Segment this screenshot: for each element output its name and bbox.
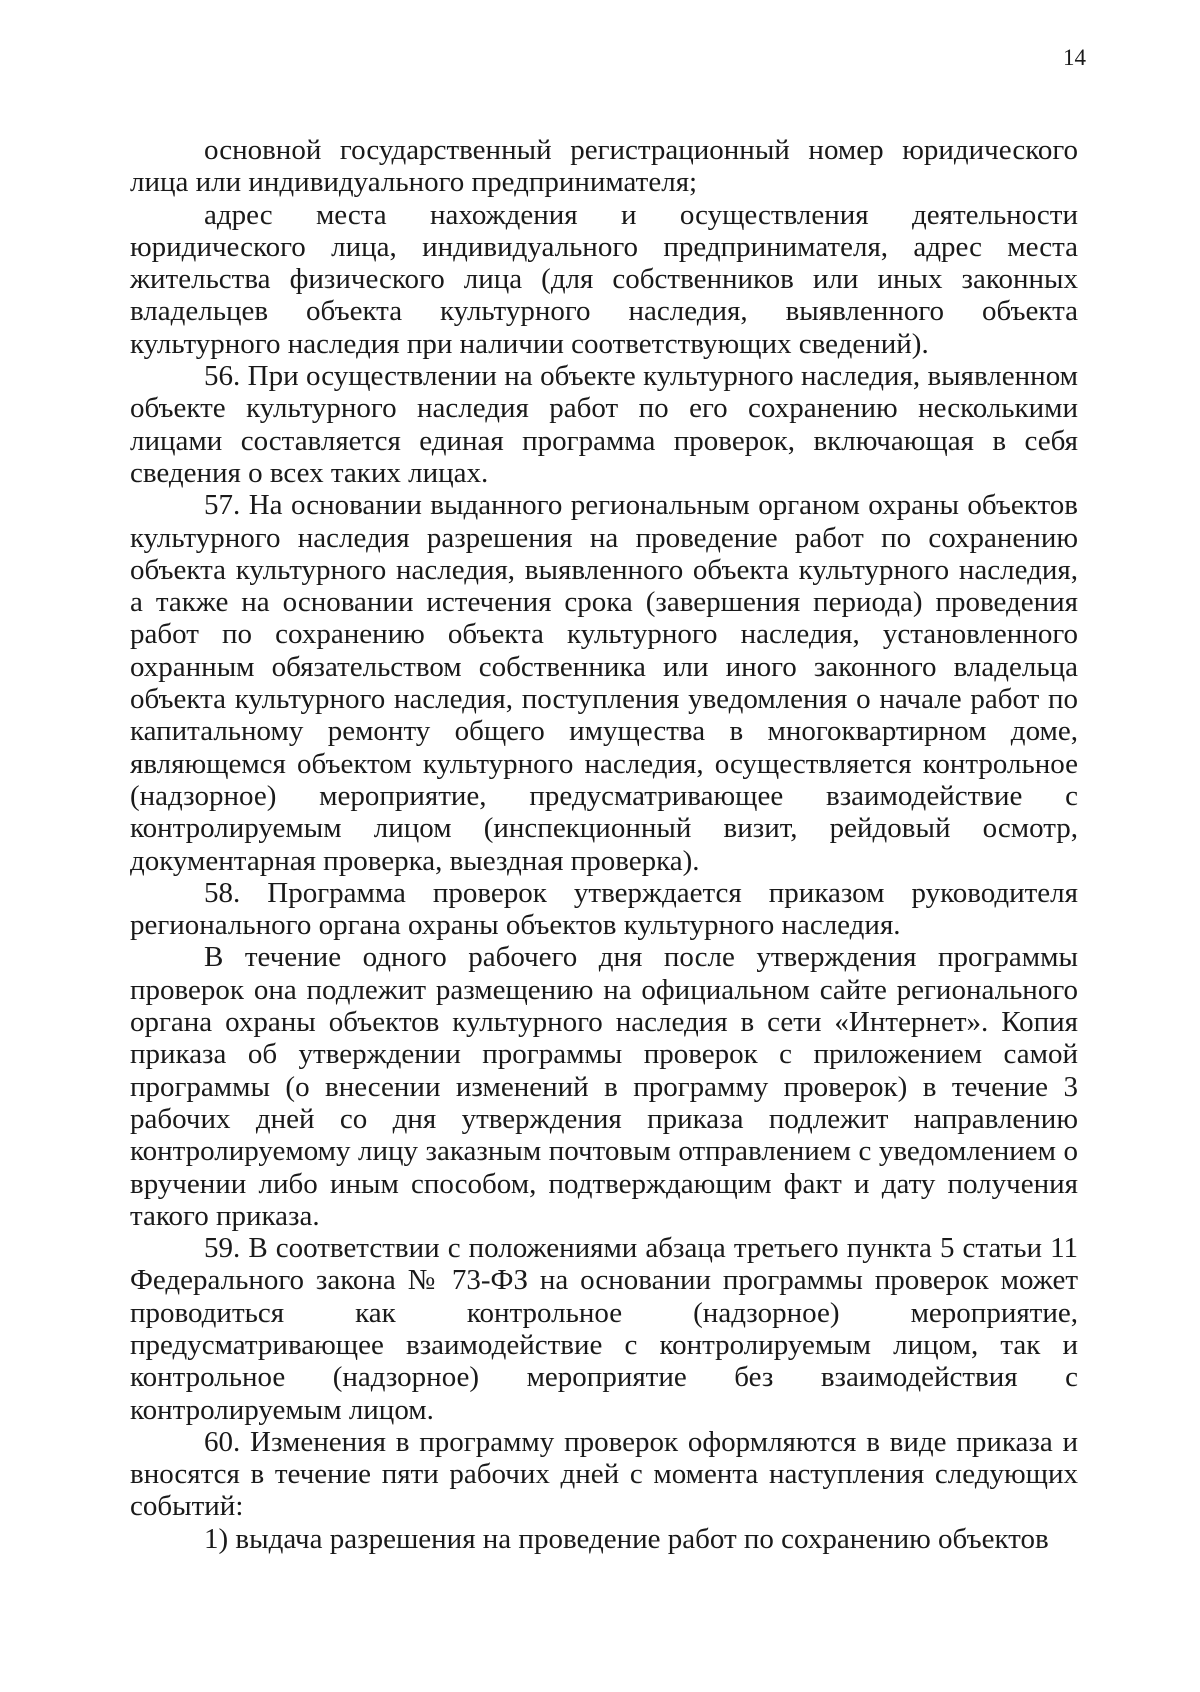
paragraph-58: 58. Программа проверок утверждается приказом руководителя регионального органа охраны объектов культурного наследия. (130, 876, 1078, 942)
paragraph-56: 56. При осуществлении на объекте культурного наследия, выявленном объекте культурного наследия работ по его сохранению несколькими лицами составляется единая программа проверок, включающая в себя сведения о всех таких лицах. (130, 360, 1078, 489)
paragraph-59: 59. В соответствии с положениями абзаца третьего пункта 5 статьи 11 Федерального закона № 73-ФЗ на основании программы проверок может проводиться как контрольное (надзорное) мероприятие, предусматривающее взаимодействие с контролируемым лицом, так и контрольное (надзорное) мероприятие без взаимодействия с контролируемым лицом. (130, 1232, 1078, 1426)
paragraph-60-item-1: 1) выдача разрешения на проведение работ по сохранению объектов (204, 1522, 1049, 1555)
paragraph-60: 60. Изменения в программу проверок оформляются в виде приказа и вносятся в течение пяти рабочих дней с момента наступления следующих событий: (130, 1425, 1078, 1523)
paragraph-58-publication: В течение одного рабочего дня после утверждения программы проверок она подлежит размещению на официальном сайте регионального органа охраны объектов культурного наследия в сети «Интернет». Копия приказа об утверждении программы проверок с приложением самой программы (о внесении изменений в программу проверок) в течение 3 рабочих дней со дня утверждения приказа подлежит направлению контролируемому лицу заказным почтовым отправлением с уведомлением о вручении либо иным способом, подтверждающим факт и дату получения такого приказа. (130, 941, 1078, 1232)
paragraph-address: адрес места нахождения и осуществления деятельности юридического лица, индивидуального предпринимателя, адрес места жительства физического лица (для собственников или иных законных владельцев объекта культурного наследия, выявленного объекта культурного наследия при наличии соответствующих сведений). (130, 198, 1078, 360)
document-body (130, 134, 1078, 1555)
paragraph-ogrn: основной государственный регистрационный номер юридического лица или индивидуального предпринимателя; (130, 134, 1078, 199)
page-number: 14 (1063, 45, 1086, 70)
paragraph-57: 57. На основании выданного региональным органом охраны объектов культурного наследия разрешения на проведение работ по сохранению объекта культурного наследия, выявленного объекта культурного наследия, а также на основании истечения срока (завершения периода) проведения работ по сохранению объекта культурного наследия, установленного охранным обязательством собственника или иного законного владельца объекта культурного наследия, поступления уведомления о начале работ по капитальному ремонту общего имущества в многоквартирном доме, являющемся объектом культурного наследия, осуществляется контрольное (надзорное) мероприятие, предусматривающее взаимодействие с контролируемым лицом (инспекционный визит, рейдовый осмотр, документарная проверка, выездная проверка). (130, 489, 1078, 877)
